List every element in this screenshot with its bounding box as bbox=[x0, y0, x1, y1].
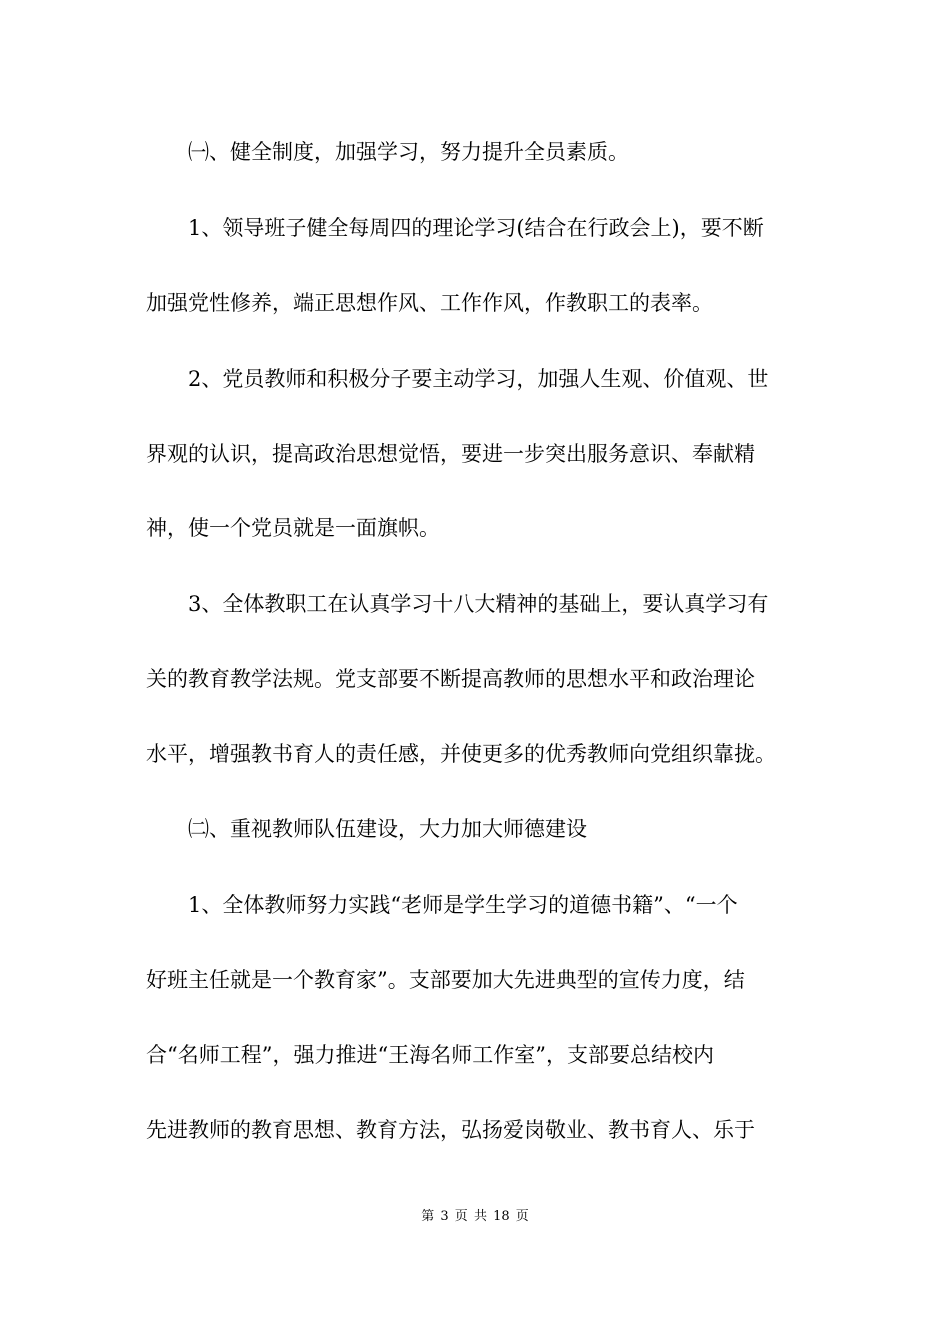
footer-current-page: 3 bbox=[440, 1209, 449, 1224]
paragraph-line: 水平，增强教书育人的责任感，并使更多的优秀教师向党组织靠拢。 bbox=[146, 742, 776, 766]
section-heading-1: ㈠、健全制度，加强学习，努力提升全员素质。 bbox=[188, 140, 629, 164]
paragraph-line: 1、领导班子健全每周四的理论学习(结合在行政会上)，要不断 bbox=[188, 216, 764, 240]
paragraph-line: 先进教师的教育思想、教育方法，弘扬爱岗敬业、教书育人、乐于 bbox=[146, 1118, 755, 1142]
paragraph-line: 好班主任就是一个教育家”。支部要加大先进典型的宣传力度，结 bbox=[146, 968, 745, 992]
footer-total-pages: 18 bbox=[493, 1209, 510, 1224]
paragraph-line: 神，使一个党员就是一面旗帜。 bbox=[146, 516, 440, 540]
paragraph-line: 3、全体教职工在认真学习十八大精神的基础上，要认真学习有 bbox=[188, 592, 769, 616]
footer-suffix: 页 bbox=[515, 1209, 529, 1224]
paragraph-line: 加强党性修养，端正思想作风、工作作风，作教职工的表率。 bbox=[146, 291, 713, 315]
footer-total-word: 共 bbox=[473, 1209, 487, 1224]
footer-page-word: 页 bbox=[454, 1209, 468, 1224]
paragraph-line: 界观的认识，提高政治思想觉悟，要进一步突出服务意识、奉献精 bbox=[146, 442, 755, 466]
paragraph-line: 合“名师工程”，强力推进“王海名师工作室”，支部要总结校内 bbox=[146, 1043, 714, 1067]
page-footer bbox=[0, 1208, 950, 1226]
paragraph-line: 关的教育教学法规。党支部要不断提高教师的思想水平和政治理论 bbox=[146, 667, 755, 691]
paragraph-line: 1、全体教师努力实践“老师是学生学习的道德书籍”、“一个 bbox=[188, 893, 738, 917]
paragraph-line: 2、党员教师和积极分子要主动学习，加强人生观、价值观、世 bbox=[188, 367, 769, 391]
section-heading-2: ㈡、重视教师队伍建设，大力加大师德建设 bbox=[188, 817, 587, 841]
footer-prefix: 第 bbox=[421, 1209, 435, 1224]
